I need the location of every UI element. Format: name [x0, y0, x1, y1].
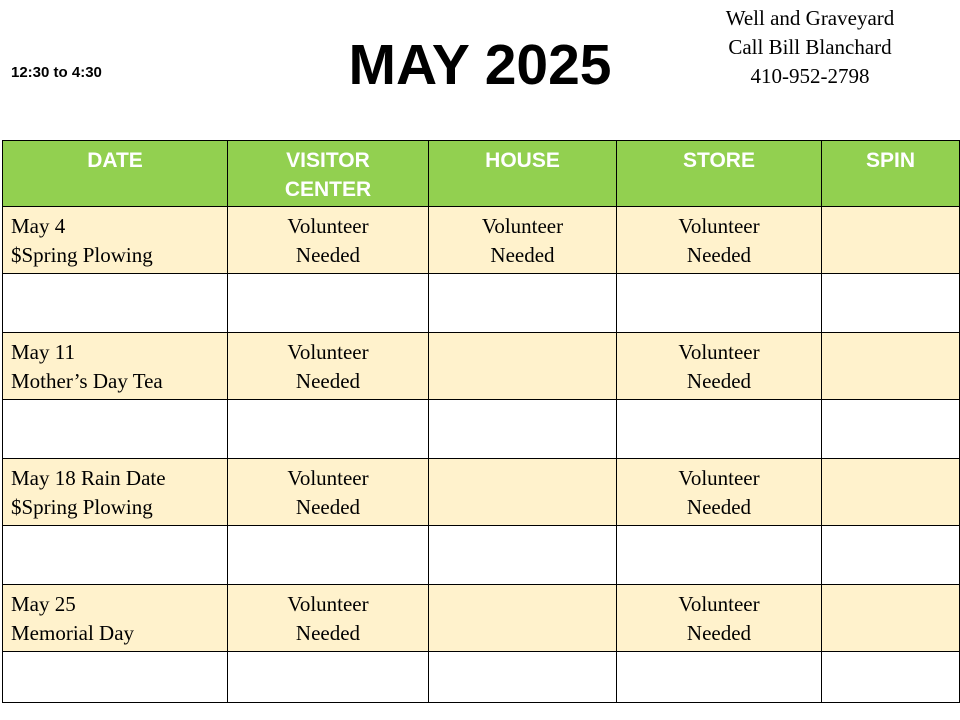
slot-line: Volunteer — [287, 592, 369, 616]
empty-cell — [822, 274, 960, 333]
spacer-row — [3, 652, 960, 703]
empty-cell — [822, 526, 960, 585]
event-line: Memorial Day — [11, 621, 135, 645]
column-header-store: STORE — [617, 141, 822, 207]
slot-line: Needed — [686, 369, 752, 393]
empty-cell — [3, 526, 228, 585]
slot-line: Needed — [295, 495, 361, 519]
date-cell — [3, 459, 228, 526]
empty-cell — [617, 652, 822, 703]
schedule-table — [2, 140, 960, 703]
slot-line: Volunteer — [678, 466, 760, 490]
empty-cell — [3, 400, 228, 459]
column-header-house: HOUSE — [429, 141, 617, 207]
empty-cell — [822, 400, 960, 459]
column-header-visitor-center-line-2: CENTER — [284, 178, 372, 201]
visitor-center-cell — [228, 333, 429, 400]
table-row — [3, 207, 960, 274]
empty-cell — [822, 652, 960, 703]
spacer-row — [3, 274, 960, 333]
date-cell — [3, 333, 228, 400]
empty-cell — [228, 274, 429, 333]
house-cell — [429, 207, 617, 274]
slot-line: Needed — [295, 369, 361, 393]
slot-line: Needed — [295, 243, 361, 267]
slot-line: Volunteer — [481, 214, 564, 238]
page-title: MAY 2025 — [348, 33, 612, 97]
date-line: May 18 Rain Date — [11, 466, 166, 490]
house-cell — [429, 459, 617, 526]
empty-cell — [429, 274, 617, 333]
visitor-center-cell — [228, 585, 429, 652]
event-line: $Spring Plowing — [11, 243, 153, 267]
slot-line: Needed — [686, 621, 752, 645]
event-line: $Spring Plowing — [11, 495, 153, 519]
contact-line-location: Well and Graveyard — [725, 6, 895, 30]
spacer-row — [3, 526, 960, 585]
empty-cell — [617, 400, 822, 459]
empty-cell — [3, 652, 228, 703]
spin-cell — [822, 333, 960, 400]
event-line: Mother’s Day Tea — [11, 369, 163, 393]
date-cell — [3, 585, 228, 652]
store-cell — [617, 585, 822, 652]
house-cell — [429, 585, 617, 652]
column-header-visitor-center — [228, 141, 429, 207]
table-row — [3, 333, 960, 400]
empty-cell — [617, 274, 822, 333]
empty-cell — [228, 400, 429, 459]
table-row — [3, 585, 960, 652]
date-line: May 25 — [11, 592, 76, 616]
empty-cell — [3, 274, 228, 333]
column-header-date: DATE — [3, 141, 228, 207]
visitor-center-cell — [228, 207, 429, 274]
table-row — [3, 459, 960, 526]
empty-cell — [228, 526, 429, 585]
spin-cell — [822, 207, 960, 274]
spin-cell — [822, 585, 960, 652]
hours-text: 12:30 to 4:30 — [11, 64, 102, 81]
date-line: May 11 — [11, 340, 75, 364]
spacer-row — [3, 400, 960, 459]
column-header-visitor-center-line-1: VISITOR — [286, 149, 370, 172]
store-cell — [617, 459, 822, 526]
store-cell — [617, 333, 822, 400]
empty-cell — [617, 526, 822, 585]
empty-cell — [429, 400, 617, 459]
slot-line: Needed — [686, 243, 752, 267]
date-cell — [3, 207, 228, 274]
slot-line: Volunteer — [678, 214, 760, 238]
slot-line: Volunteer — [678, 592, 760, 616]
empty-cell — [429, 652, 617, 703]
slot-line: Needed — [490, 243, 555, 267]
slot-line: Volunteer — [287, 214, 369, 238]
house-cell — [429, 333, 617, 400]
slot-line: Needed — [295, 621, 361, 645]
spin-cell — [822, 459, 960, 526]
store-cell — [617, 207, 822, 274]
contact-line-name: Call Bill Blanchard — [728, 35, 892, 59]
contact-line-phone: 410-952-2798 — [750, 64, 870, 88]
date-line: May 4 — [11, 214, 66, 238]
slot-line: Needed — [686, 495, 752, 519]
header-row — [3, 141, 960, 207]
slot-line: Volunteer — [287, 466, 369, 490]
empty-cell — [429, 526, 617, 585]
empty-cell — [228, 652, 429, 703]
column-header-spin: SPIN — [822, 141, 960, 207]
contact-block — [690, 4, 930, 91]
slot-line: Volunteer — [678, 340, 760, 364]
slot-line: Volunteer — [287, 340, 369, 364]
visitor-center-cell — [228, 459, 429, 526]
